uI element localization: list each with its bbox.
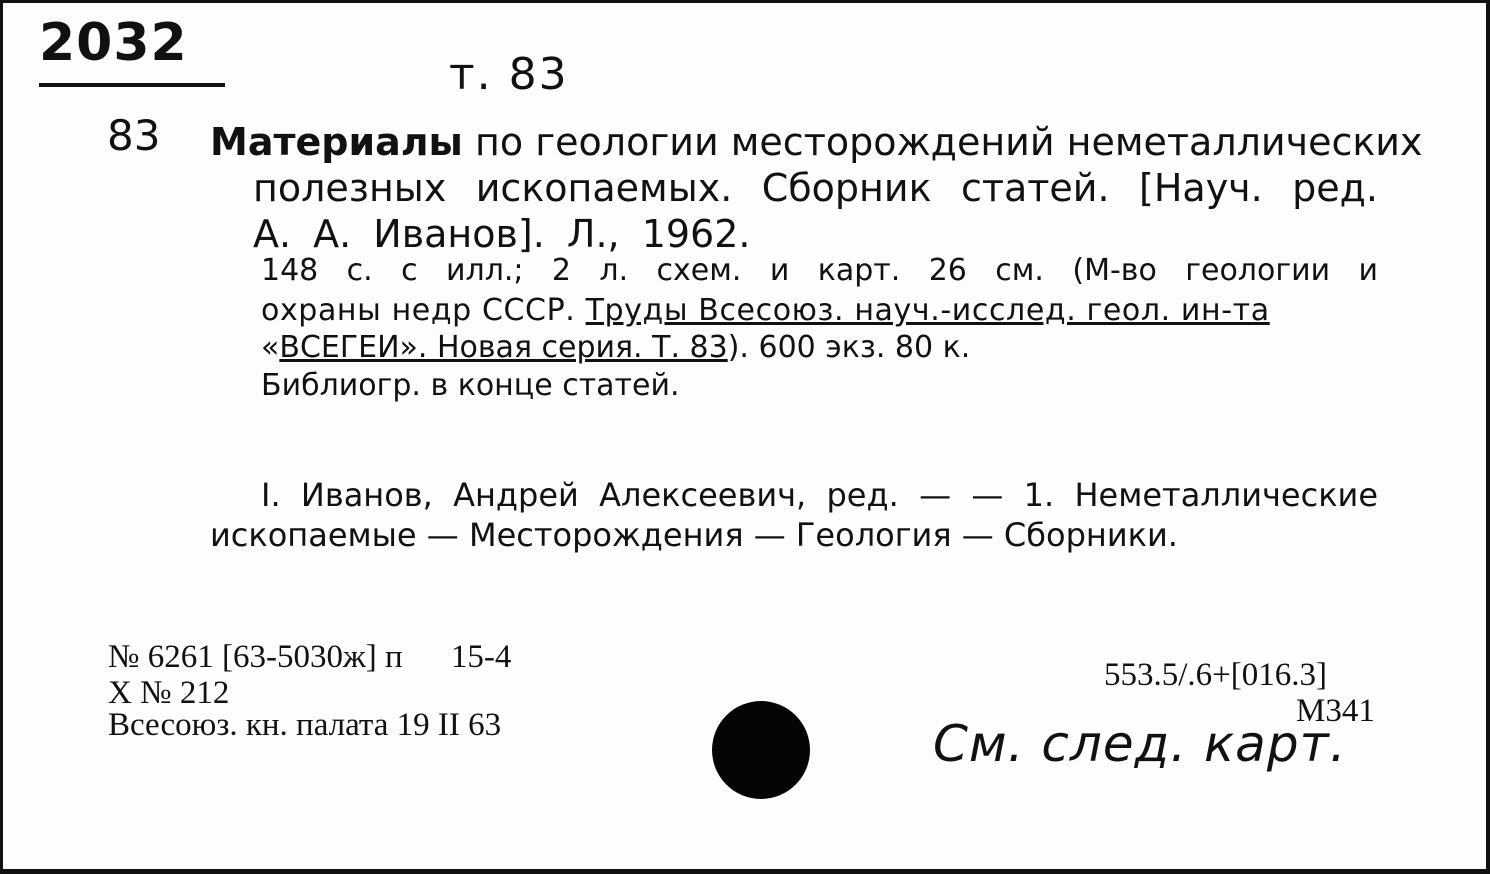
quote-open: « xyxy=(261,330,280,365)
print-run-price: ). 600 экз. 80 к. xyxy=(727,330,971,365)
title-line-3: А. А. Иванов]. Л., 1962. xyxy=(253,212,751,256)
footer-internal-number: X № 212 xyxy=(108,675,230,711)
title-line-1 xyxy=(210,120,1423,164)
tracings-line-2: ископаемые — Месторождения — Геология — Сборники. xyxy=(210,516,1178,554)
tracings-line-1: I. Иванов, Андрей Алексеевич, ред. — — 1. Неметаллические xyxy=(261,476,1378,514)
call-number: 83 xyxy=(107,111,161,160)
footer-record-right: 15-4 xyxy=(450,639,512,675)
footer-record-number xyxy=(108,641,511,674)
punch-hole xyxy=(712,701,810,799)
author-mark: М341 xyxy=(1296,693,1375,729)
bibliography-note: Библиогр. в конце статей. xyxy=(261,368,680,403)
title-bold-word: Материалы xyxy=(210,120,463,164)
series-name-underlined: ВСЕГЕИ». Новая серия. Т. 83 xyxy=(279,330,728,365)
classification-index: 553.5/.6+[016.3] xyxy=(1104,657,1328,693)
series-title-underlined: Труды Всесоюз. науч.-исслед. геол. ин-та xyxy=(585,293,1270,328)
collation-line-2 xyxy=(261,293,1270,328)
title-line-1-rest: по геологии месторождений неметаллических xyxy=(475,120,1423,164)
shelf-mark: т. 83 xyxy=(449,49,569,100)
collation-line-1: 148 с. с илл.; 2 л. схем. и карт. 26 см. (М-во геологии и xyxy=(261,253,1378,288)
footer-chamber-date: Всесоюз. кн. палата 19 II 63 xyxy=(108,707,502,743)
title-line-2: полезных ископаемых. Сборник статей. [Науч. ред. xyxy=(253,166,1378,210)
accession-number-underline xyxy=(39,83,225,87)
handwritten-note: См. след. карт. xyxy=(933,715,1347,773)
accession-number: 2032 xyxy=(39,13,188,73)
collation-series-issuer: охраны недр СССР. xyxy=(261,293,576,328)
footer-record-left: № 6261 [63-5030ж] п xyxy=(108,639,403,675)
collation-line-3 xyxy=(261,330,971,365)
